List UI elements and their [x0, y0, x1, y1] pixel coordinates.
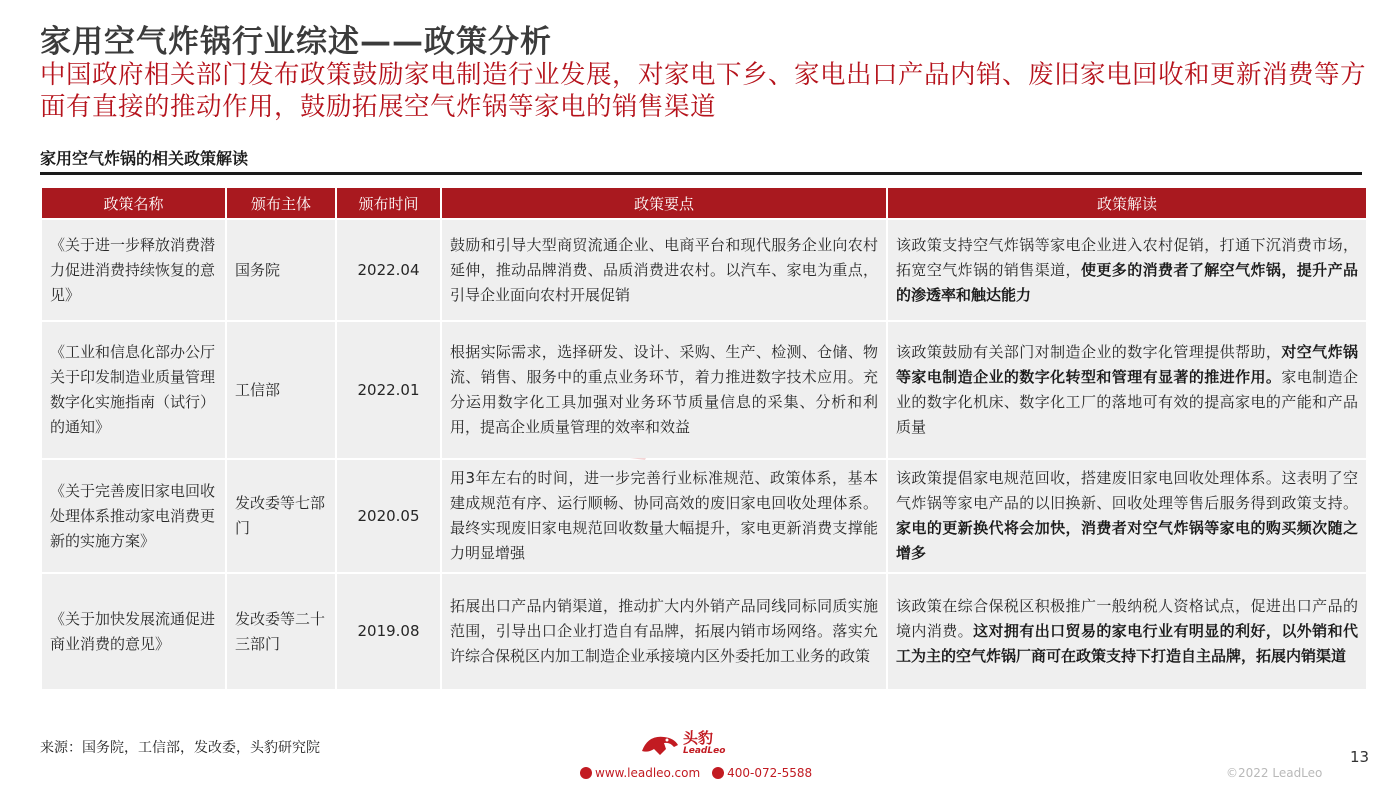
reading-text-after: 家电制造企业的数字化机床、数字化工厂的落地可有效的提高家电的产能和产品质量: [896, 368, 1358, 436]
reading-text: 该政策支持空气炸锅等家电企业进入农村促销，打通下沉消费市场，拓宽空气炸锅的销售渠道，: [896, 235, 1358, 279]
table-row: [42, 574, 1366, 689]
policy-issuer: 国务院: [227, 220, 335, 320]
policy-reading: [888, 460, 1366, 572]
footer-contact: [580, 766, 812, 780]
policy-date: 2019.08: [337, 574, 440, 689]
policy-name: 《关于完善废旧家电回收处理体系推动家电消费更新的实施方案》: [42, 460, 225, 572]
page-subtitle: 中国政府相关部门发布政策鼓励家电制造行业发展，对家电下乡、家电出口产品内销、废旧家电回收和更新消费等方面有直接的推动作用，鼓励拓展空气炸锅等家电的销售渠道: [40, 60, 1367, 122]
policy-issuer: 发改委等二十三部门: [227, 574, 335, 689]
policy-points: 拓展出口产品内销渠道，推动扩大内外销产品同线同标同质实施范围，引导出口企业打造自有品牌，拓展内销市场网络。落实允许综合保税区内加工制造企业承接境内区外委托加工业务的政策: [442, 574, 886, 689]
policy-issuer: 发改委等七部门: [227, 460, 335, 572]
source-note: 来源：国务院，工信部，发改委，头豹研究院: [40, 740, 320, 756]
policy-reading: [888, 322, 1366, 458]
column-header-points: 政策要点: [442, 188, 886, 218]
policy-date: 2022.01: [337, 322, 440, 458]
policy-issuer: 工信部: [227, 322, 335, 458]
leopard-logo-icon: [640, 731, 680, 759]
column-header-name: 政策名称: [42, 188, 225, 218]
policy-name: 《关于加快发展流通促进商业消费的意见》: [42, 574, 225, 689]
reading-text: 该政策鼓励有关部门对制造企业的数字化管理提供帮助，: [896, 343, 1282, 361]
policy-name: 《关于进一步释放消费潜力促进消费持续恢复的意见》: [42, 220, 225, 320]
phone-icon: [712, 767, 724, 779]
web-icon: [580, 767, 592, 779]
column-header-issuer: 颁布主体: [227, 188, 335, 218]
reading-highlight: 对空气炸锅等家电制造企业的数字化转型和管理有显著的推进作用。: [896, 343, 1358, 386]
column-header-reading: 政策解读: [888, 188, 1366, 218]
column-header-date: 颁布时间: [337, 188, 440, 218]
reading-highlight: 家电的更新换代将会加快，消费者对空气炸锅等家电的购买频次随之增多: [896, 519, 1358, 562]
heading-divider: [40, 172, 1362, 175]
policy-points: 根据实际需求，选择研发、设计、采购、生产、检测、仓储、物流、销售、服务中的重点业务环节，着力推进数字技术应用。充分运用数字化工具加强对业务环节质量信息的采集、分析和利用，提高企业质量管理的效率和效益: [442, 322, 886, 458]
website-link[interactable]: www.leadleo.com: [595, 766, 701, 780]
policy-table: [40, 186, 1368, 691]
table-heading: 家用空气炸锅的相关政策解读: [40, 149, 249, 168]
reading-highlight: 使更多的消费者了解空气炸锅，提升产品的渗透率和触达能力: [896, 260, 1358, 304]
page-title: 家用空气炸锅行业综述——政策分析: [40, 24, 552, 60]
policy-date: 2020.05: [337, 460, 440, 572]
table-row: [42, 322, 1366, 458]
policy-date: 2022.04: [337, 220, 440, 320]
table-row: [42, 460, 1366, 572]
policy-name: 《工业和信息化部办公厅关于印发制造业质量管理数字化实施指南（试行）的通知》: [42, 322, 225, 458]
policy-points: 用3年左右的时间，进一步完善行业标准规范、政策体系，基本建成规范有序、运行顺畅、协同高效的废旧家电回收处理体系。最终实现废旧家电规范回收数量大幅提升，家电更新消费支撑能力明显增强: [442, 460, 886, 572]
reading-text: 该政策在综合保税区积极推广一般纳税人资格试点，促进出口产品的境内消费。: [896, 597, 1358, 640]
copyright: ©2022 LeadLeo: [1226, 766, 1323, 780]
table-header-row: [42, 188, 1366, 218]
reading-text: 该政策提倡家电规范回收，搭建废旧家电回收处理体系。这表明了空气炸锅等家电产品的以旧换新、回收处理等售后服务得到政策支持。: [896, 469, 1358, 512]
policy-points: 鼓励和引导大型商贸流通企业、电商平台和现代服务企业向农村延伸，推动品牌消费、品质消费进农村。以汽车、家电为重点，引导企业面向农村开展促销: [442, 220, 886, 320]
phone-number: 400-072-5588: [727, 766, 813, 780]
leadleo-logo: [640, 731, 725, 759]
policy-reading: [888, 574, 1366, 689]
logo-chinese: 头豹: [683, 729, 714, 747]
policy-reading: [888, 220, 1366, 320]
reading-highlight: 这对拥有出口贸易的家电行业有明显的利好，以外销和代工为主的空气炸锅厂商可在政策支持下打造自主品牌，拓展内销渠道: [896, 622, 1358, 665]
table-row: [42, 220, 1366, 320]
page-number: 13: [1350, 748, 1370, 766]
logo-english: LeadLeo: [683, 746, 726, 756]
